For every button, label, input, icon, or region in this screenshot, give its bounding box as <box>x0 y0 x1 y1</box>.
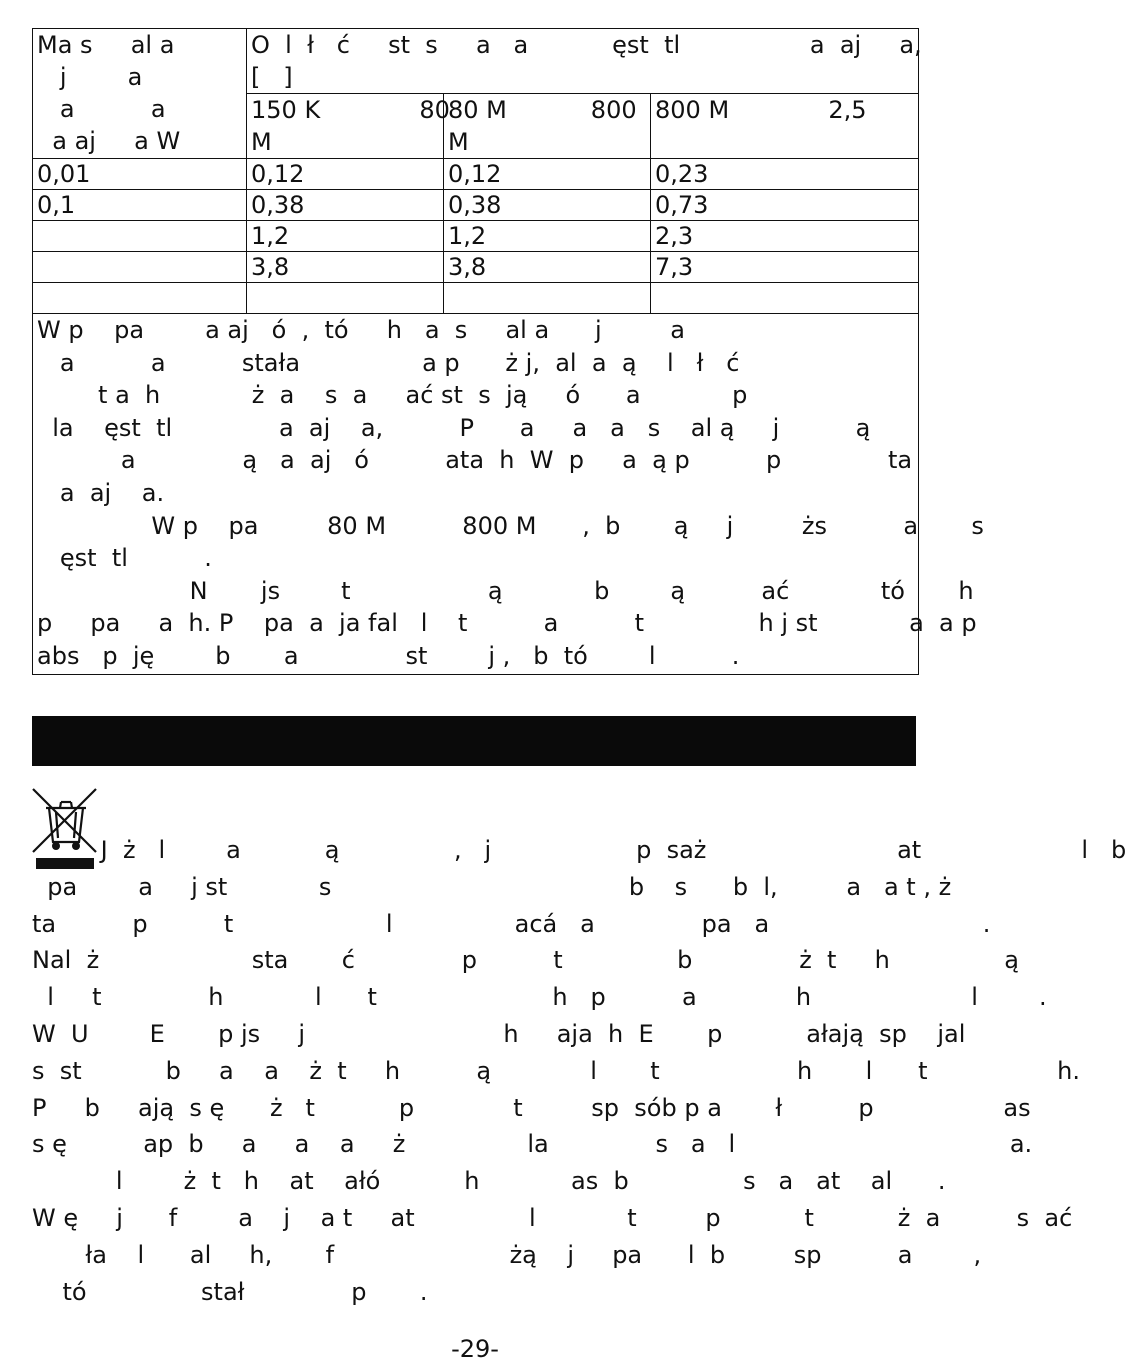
table-col-header-1: 150 K 80 M <box>247 94 444 159</box>
table-row <box>33 221 919 252</box>
table-header-row <box>33 29 919 94</box>
table-col-header-3: 800 M 2,5 <box>651 94 919 159</box>
table-cell <box>651 283 919 314</box>
table-col-header-2: 80 M 800 M <box>444 94 651 159</box>
table-notes: W p pa a aj ó , tó h a s al a j a a a stała a p ż j, al a ą l ł ć t a h ż a s a ać st s ją ó a p la ęst tl a aj a, P a a a s al ą j ą a ą a aj ó ata h W p a ą p p ta a aj a. W p pa 80 M 800 M , b ą j żs a s ęst tl . N js t ą b ą ać tó h p pa a h. P pa a ja fal l t a t h j st a a p abs p ję b a st j , b tó l . <box>33 314 919 675</box>
table-cell <box>33 221 247 252</box>
table-row <box>33 159 919 190</box>
table-cell <box>33 283 247 314</box>
disposal-paragraph: J ż l a ą , j p saż at l b pa a j st s b s b l, a a t , ż ta p t l acá a pa a . Nal ż sta ć p t b ż t h ą l t h l t h p a h l . W U E p js j h aja h E p ałają sp jal s st b a a ż t h ą l t h l t h. P b ają s ę ż t p t sp sób p a ł p as s ę ap b a a a ż la s a l a. l ż t h at ałó h as b s a at al . W ę j f a j a t at l t p t ż a s ać ła l al h, f żą j pa l b sp a , tó stał p . <box>32 836 1126 1306</box>
table-cell: 0,12 <box>444 159 651 190</box>
table-row <box>33 190 919 221</box>
table-cell <box>444 283 651 314</box>
table-header-top-cell: O l ł ć st s a a ęst tl a aj a, [ ] <box>247 29 919 94</box>
table-cell: 0,38 <box>247 190 444 221</box>
section-header-bar <box>32 716 916 766</box>
table-cell: 3,8 <box>247 252 444 283</box>
table-cell: 0,12 <box>247 159 444 190</box>
spec-table <box>32 28 984 675</box>
table-cell: 0,73 <box>651 190 919 221</box>
table-cell: 0,1 <box>33 190 247 221</box>
table-cell <box>33 252 247 283</box>
table-notes-row <box>33 314 919 675</box>
table-cell: 2,3 <box>651 221 919 252</box>
table-cell: 0,01 <box>33 159 247 190</box>
table-cell: 7,3 <box>651 252 919 283</box>
table-cell: 3,8 <box>444 252 651 283</box>
table-cell: 0,38 <box>444 190 651 221</box>
table-row <box>33 252 919 283</box>
table-cell: 1,2 <box>444 221 651 252</box>
table-cell <box>247 283 444 314</box>
page-number: -29- <box>451 1335 499 1363</box>
table-cell: 1,2 <box>247 221 444 252</box>
table-header-left-cell: Ma s al a j a a a a aj a W <box>33 29 247 159</box>
table-cell: 0,23 <box>651 159 919 190</box>
table-row <box>33 283 919 314</box>
